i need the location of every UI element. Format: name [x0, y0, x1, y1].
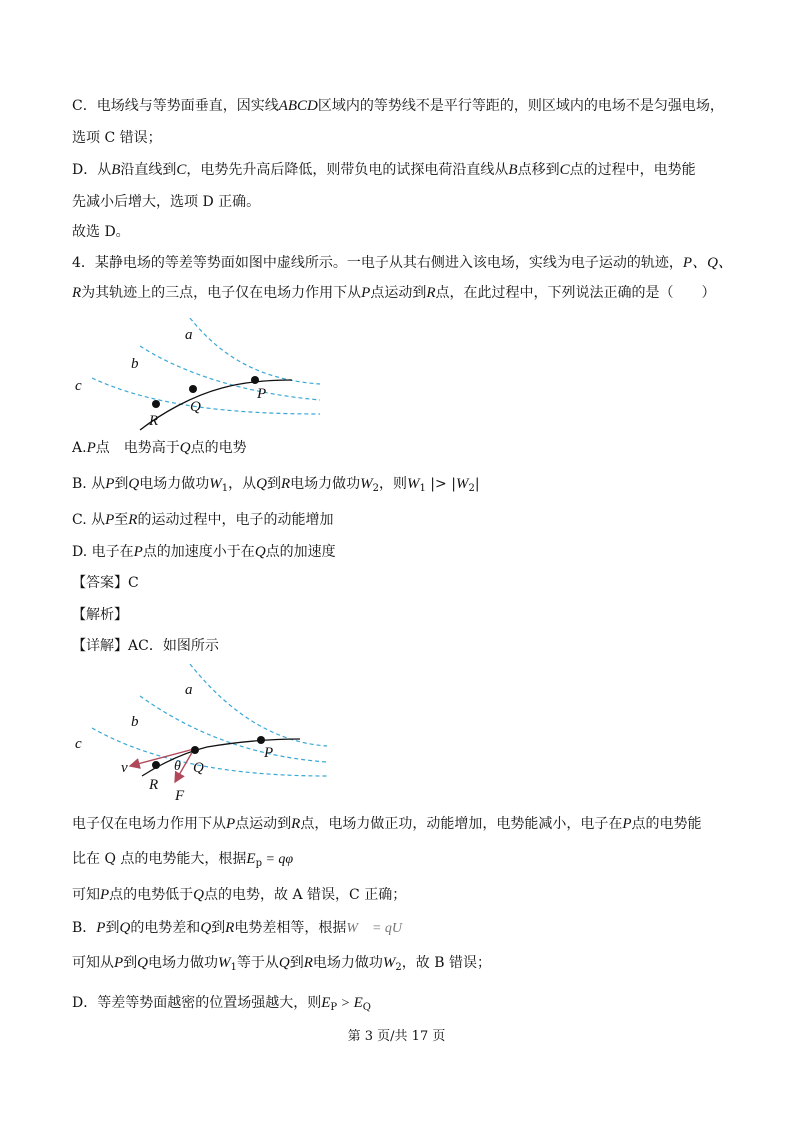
label-a: a: [185, 682, 193, 698]
point-p-dot: [251, 376, 259, 384]
solution-figure: [72, 664, 342, 806]
option-d: D. 电子在P点的加速度小于在Q点的加速度: [72, 544, 336, 560]
explanation-line3: 可知P点的电势低于Q点的电势，故 A 错误，C 正确；: [72, 887, 407, 903]
label-p: P: [264, 745, 274, 761]
option-d-explanation-line2: 先减小后增大，选项 D 正确。: [72, 194, 261, 210]
label-q: Q: [193, 760, 204, 776]
explanation-line1: 电子仅在电场力作用下从P点运动到R点，电场力做正功，动能增加，电势能减小，电子在P点的电势能: [72, 816, 702, 832]
label-b: b: [131, 356, 139, 372]
question-4-line2: R为其轨迹上的三点，电子仅在电场力作用下从P点运动到R点，在此过程中，下列说法正确的是（ ）: [72, 285, 716, 301]
equipotential-line-b: [140, 696, 327, 762]
label-f: F: [175, 788, 185, 804]
analysis-heading: 【解析】: [72, 607, 128, 623]
page-footer: 第 3 页/共 17 页: [347, 1029, 446, 1044]
label-a: a: [185, 327, 193, 343]
point-p-dot: [257, 736, 265, 744]
option-c-explanation-line2: 选项 C 错误；: [72, 130, 162, 146]
label-theta: θ: [174, 759, 181, 774]
option-c: C. 从P至R的运动过程中，电子的动能增加: [72, 512, 334, 528]
label-r: R: [149, 777, 159, 793]
electron-trajectory: [140, 380, 292, 430]
option-a: A.P点 电势高于Q点的电势: [72, 440, 247, 456]
point-r-dot: [152, 761, 160, 769]
velocity-arrow: [130, 749, 194, 766]
point-q-dot: [189, 385, 197, 393]
equipotential-line-a: [190, 318, 320, 384]
equipotential-line-a: [190, 664, 327, 746]
point-q-dot: [191, 746, 199, 754]
detail-heading: 【详解】AC．如图所示: [72, 638, 219, 654]
question-figure: [72, 318, 332, 436]
label-p: P: [257, 386, 267, 402]
explanation-line5: 可知从P到Q电场力做功$W_1$等于从Q到R电场力做功$W_2$，故 B 错误；: [72, 955, 491, 973]
label-r: R: [149, 413, 159, 429]
option-b: B. 从P到Q电场力做功$W_1$，从Q到R电场力做功$W_2$，则$W_1$ |> $|W_2|$: [72, 476, 480, 494]
label-c: c: [75, 378, 82, 394]
label-c: c: [75, 736, 82, 752]
question-4-line1: 4．某静电场的等差等势面如图中虚线所示。一电子从其右侧进入该电场，实线为电子运动的轨迹，P、Q、: [72, 255, 733, 271]
conclusion-line: 故选 D。: [72, 224, 130, 240]
point-r-dot: [152, 400, 160, 408]
label-q: Q: [190, 399, 201, 415]
answer-line: 【答案】C: [72, 575, 139, 591]
explanation-line6: D．等差等势面越密的位置场强越大，则$E_P > E_Q$: [72, 995, 371, 1013]
option-c-explanation-line1: C．电场线与等势面垂直，因实线ABCD区域内的等势线不是平行等距的，则区域内的电场不是匀强电场，: [72, 98, 724, 114]
label-v: v: [121, 760, 128, 776]
explanation-line4: B．P到Q的电势差和Q到R电势差相等，根据W = qU: [72, 920, 403, 936]
explanation-line2: 比在 Q 点的电势能大，根据$E_p = q\varphi$: [72, 851, 294, 869]
label-b: b: [131, 714, 139, 730]
equipotential-line-b: [140, 346, 320, 400]
option-d-explanation-line1: D．从B沿直线到C，电势先升高后降低，则带负电的试探电荷沿直线从B点移到C点的过程中，电势能: [72, 162, 696, 178]
